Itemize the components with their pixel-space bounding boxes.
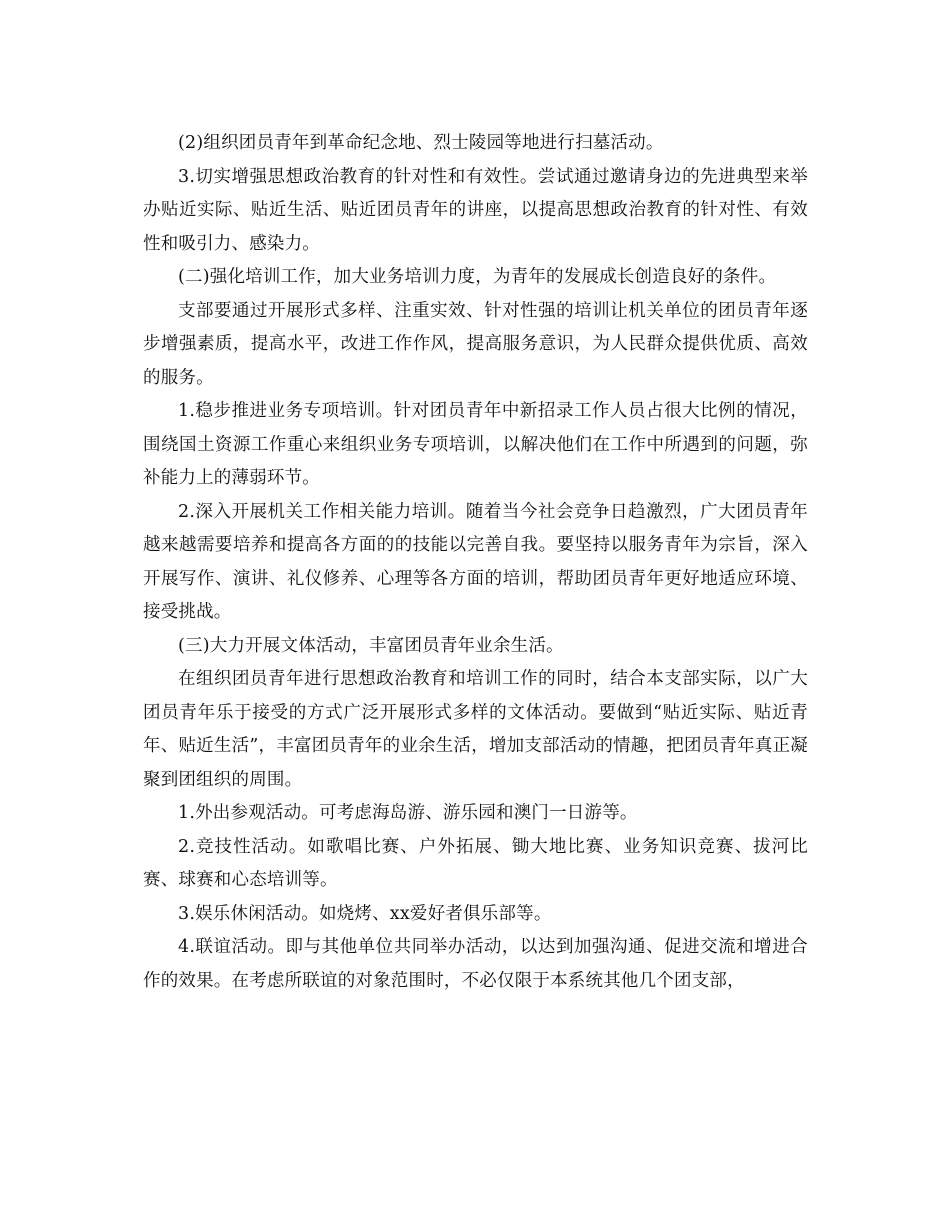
paragraph-business-training: 1.稳步推进业务专项培训。针对团员青年中新招录工作人员占很大比例的情况，围绕国土资源工作重心来组织业务专项培训，以解决他们在工作中所遇到的问题，弥补能力上的薄弱环节。: [143, 401, 808, 488]
paragraph-branch-training: 支部要通过开展形式多样、注重实效、针对性强的培训让机关单位的团员青年逐步增强素质，提高水平，改进工作作风，提高服务意识，为人民群众提供优质、高效的服务。: [143, 300, 808, 388]
paragraph-leisure-activities: 3.娱乐休闲活动。如烧烤、xx爱好者俱乐部等。: [178, 903, 552, 924]
paragraph-cultural-activities: 在组织团员青年进行思想政治教育和培训工作的同时，结合本支部实际，以广大团员青年乐于接受的方式广泛开展形式多样的文体活动。要做到“贴近实际、贴近青年、贴近生活”，丰富团员青年的业余生活，增加支部活动的情趣，把团员青年真正凝聚到团组织的周围。: [143, 669, 808, 790]
paragraph-tomb-sweeping: (2)组织团员青年到革命纪念地、烈士陵园等地进行扫墓活动。: [178, 133, 664, 153]
paragraph-fellowship-activities: 4.联谊活动。即与其他单位共同举办活动，以达到加强沟通、促进交流和增进合作的效果。在考虑所联谊的对象范围时，不必仅限于本系统其他几个团支部，: [143, 937, 808, 991]
heading-cultural-activities: (三)大力开展文体活动，丰富团员青年业余生活。: [178, 635, 564, 656]
paragraph-competitive-activities: 2.竞技性活动。如歌唱比赛、户外拓展、锄大地比赛、业务知识竞赛、拔河比赛、球赛和心态培训等。: [143, 836, 808, 890]
heading-training-work: (二)强化培训工作，加大业务培训力度，为青年的发展成长创造良好的条件。: [178, 267, 777, 287]
paragraph-ideological-education: 3.切实增强思想政治教育的针对性和有效性。尝试通过邀请身边的先进典型来举办贴近实际、贴近生活、贴近团员青年的讲座，以提高思想政治教育的针对性、有效性和吸引力、感染力。: [143, 166, 808, 254]
paragraph-outing-activities: 1.外出参观活动。可考虑海岛游、游乐园和澳门一日游等。: [178, 803, 638, 823]
document-body: [143, 127, 808, 998]
paragraph-ability-training: 2.深入开展机关工作相关能力培训。随着当今社会竞争日趋激烈，广大团员青年越来越需要培养和提高各方面的的技能以完善自我。要坚持以服务青年为宗旨，深入开展写作、演讲、礼仪修养、心理等各方面的培训，帮助团员青年更好地适应环境、接受挑战。: [143, 501, 808, 622]
